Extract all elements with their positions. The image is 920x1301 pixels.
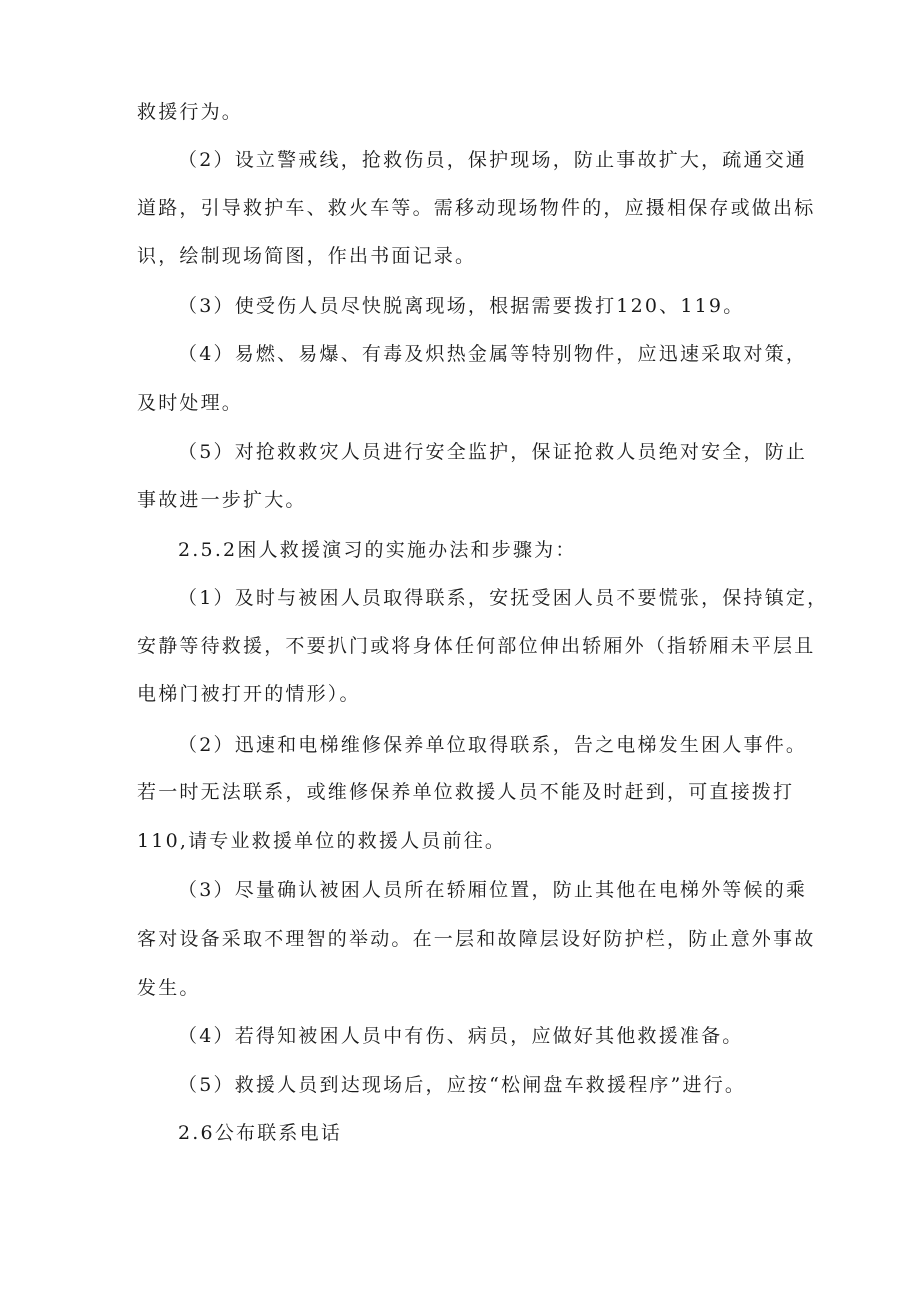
text-line: 识，绘制现场简图，作出书面记录。 [137, 245, 477, 267]
text-line: 若一时无法联系，或维修保养单位救援人员不能及时赶到，可直接拨打 [137, 781, 795, 803]
text-line: 发生。 [137, 977, 201, 999]
text-line: 客对设备采取不理智的举动。在一层和故障层设好防护栏，防止意外事故 [137, 928, 816, 950]
text-line: （5）对抢救救灾人员进行安全监护，保证抢救人员绝对安全，防止 [178, 441, 808, 463]
text-line: 及时处理。 [137, 392, 244, 414]
text-line: （2）迅速和电梯维修保养单位取得联系，告之电梯发生困人事件。 [178, 734, 808, 756]
text-line: 道路，引导救护车、救火车等。需移动现场物件的，应摄相保存或做出标 [137, 197, 816, 219]
text-line: 事故进一步扩大。 [137, 489, 307, 511]
text-line: 救援行为。 [137, 101, 244, 123]
text-line: （5）救援人员到达现场后，应按“松闸盘车救援程序”进行。 [178, 1074, 747, 1096]
text-line: 110,请专业救援单位的救援人员前往。 [137, 830, 507, 852]
text-line: 电梯门被打开的情形）。 [137, 683, 361, 705]
section-heading: 2.5.2困人救援演习的实施办法和步骤为： [178, 539, 577, 561]
text-line: （4）易燃、易爆、有毒及炽热金属等特别物件，应迅速采取对策， [178, 343, 808, 365]
text-line: （3）使受伤人员尽快脱离现场，根据需要拨打120、119。 [178, 295, 745, 317]
text-line: （1）及时与被困人员取得联系，安抚受困人员不要慌张，保持镇定， [178, 587, 829, 609]
text-line: （2）设立警戒线，抢救伤员，保护现场，防止事故扩大，疏通交通 [178, 149, 808, 171]
text-line: 安静等待救援，不要扒门或将身体任何部位伸出轿厢外（指轿厢未平层且 [137, 635, 816, 657]
section-heading: 2.6公布联系电话 [178, 1122, 343, 1144]
text-line: （3）尽量确认被困人员所在轿厢位置，防止其他在电梯外等候的乘 [178, 879, 808, 901]
text-line: （4）若得知被困人员中有伤、病员，应做好其他救援准备。 [178, 1025, 744, 1047]
